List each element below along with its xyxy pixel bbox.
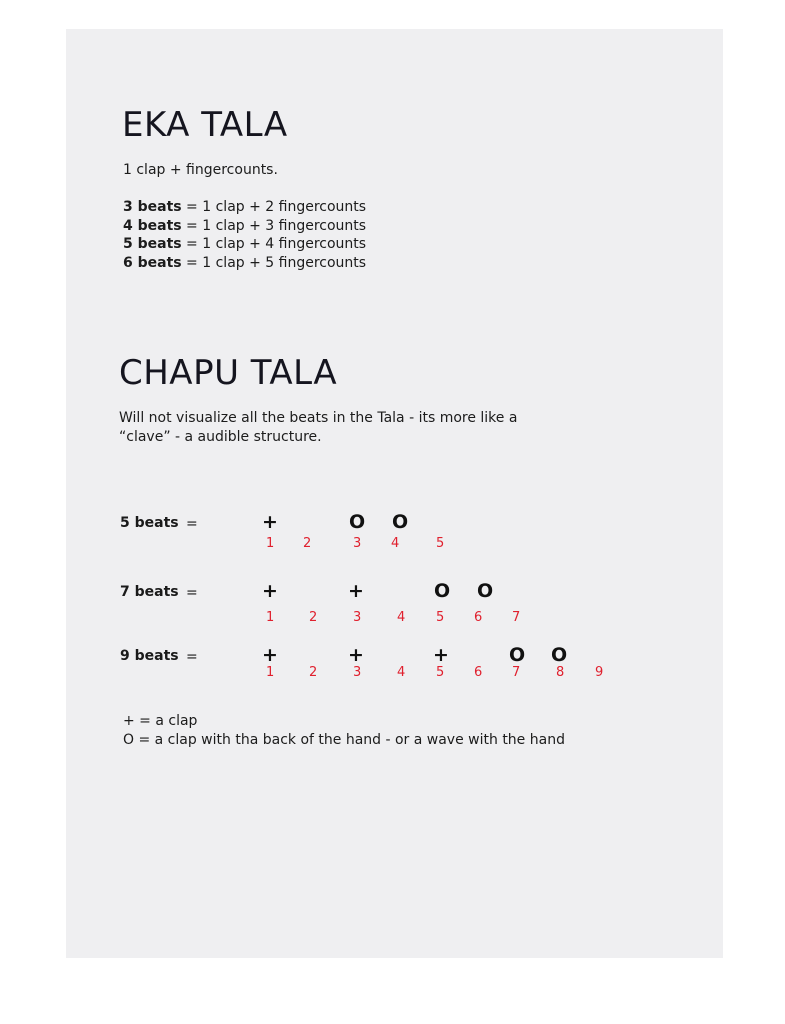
eka-row-eq: = (181, 255, 203, 271)
clap-symbol: + (262, 580, 278, 602)
eka-row-desc: 1 clap + 5 fingercounts (202, 255, 367, 271)
chapu-desc-line2: “clave” - a audible structure. (119, 429, 322, 445)
wave-symbol: O (434, 580, 451, 602)
beat-number: 1 (266, 536, 275, 551)
eka-row-desc: 1 clap + 2 fingercounts (202, 199, 367, 215)
eka-row (123, 217, 366, 235)
pattern-eq: = (186, 585, 198, 601)
chapu-tala-title: CHAPU TALA (119, 353, 338, 393)
beat-number: 2 (309, 665, 318, 680)
chapu-desc-line1: Will not visualize all the beats in the Tala - its more like a (119, 410, 518, 426)
beat-number: 8 (556, 665, 565, 680)
pattern-label: 7 beats (120, 584, 179, 600)
beat-number: 7 (512, 665, 521, 680)
clap-symbol: + (348, 580, 364, 602)
eka-row-beats: 4 beats (123, 218, 182, 234)
beat-number: 1 (266, 610, 275, 625)
eka-intro: 1 clap + fingercounts. (123, 162, 278, 178)
beat-number: 4 (391, 536, 400, 551)
beat-number: 6 (474, 610, 483, 625)
clap-symbol: + (262, 511, 278, 533)
beat-number: 3 (353, 610, 362, 625)
beat-number: 4 (397, 610, 406, 625)
wave-symbol: O (551, 644, 568, 666)
eka-row-eq: = (181, 199, 203, 215)
pattern-eq: = (186, 649, 198, 665)
beat-number: 3 (353, 665, 362, 680)
eka-row-desc: 1 clap + 3 fingercounts (202, 218, 367, 234)
document-page (66, 29, 723, 958)
beat-number: 5 (436, 610, 445, 625)
wave-symbol: O (477, 580, 494, 602)
wave-symbol: O (509, 644, 526, 666)
eka-row-eq: = (181, 218, 203, 234)
legend-clap: + = a clap (123, 713, 198, 729)
beat-number: 3 (353, 536, 362, 551)
eka-row (123, 198, 366, 216)
pattern-label: 5 beats (120, 515, 179, 531)
beat-number: 1 (266, 665, 275, 680)
pattern-label: 9 beats (120, 648, 179, 664)
clap-symbol: + (262, 644, 278, 666)
beat-number: 5 (436, 536, 445, 551)
eka-row-beats: 3 beats (123, 199, 182, 215)
legend-wave: O = a clap with tha back of the hand - or a wave with the hand (123, 732, 565, 748)
beat-number: 9 (595, 665, 604, 680)
wave-symbol: O (392, 511, 409, 533)
beat-number: 5 (436, 665, 445, 680)
eka-row-eq: = (181, 236, 203, 252)
eka-row-beats: 6 beats (123, 255, 182, 271)
pattern-eq: = (186, 516, 198, 532)
wave-symbol: O (349, 511, 366, 533)
beat-number: 2 (303, 536, 312, 551)
beat-number: 6 (474, 665, 483, 680)
eka-row-desc: 1 clap + 4 fingercounts (202, 236, 367, 252)
clap-symbol: + (433, 644, 449, 666)
clap-symbol: + (348, 644, 364, 666)
eka-row (123, 254, 366, 272)
eka-row-beats: 5 beats (123, 236, 182, 252)
eka-tala-title: EKA TALA (122, 105, 288, 145)
beat-number: 7 (512, 610, 521, 625)
beat-number: 2 (309, 610, 318, 625)
beat-number: 4 (397, 665, 406, 680)
eka-row (123, 235, 366, 253)
